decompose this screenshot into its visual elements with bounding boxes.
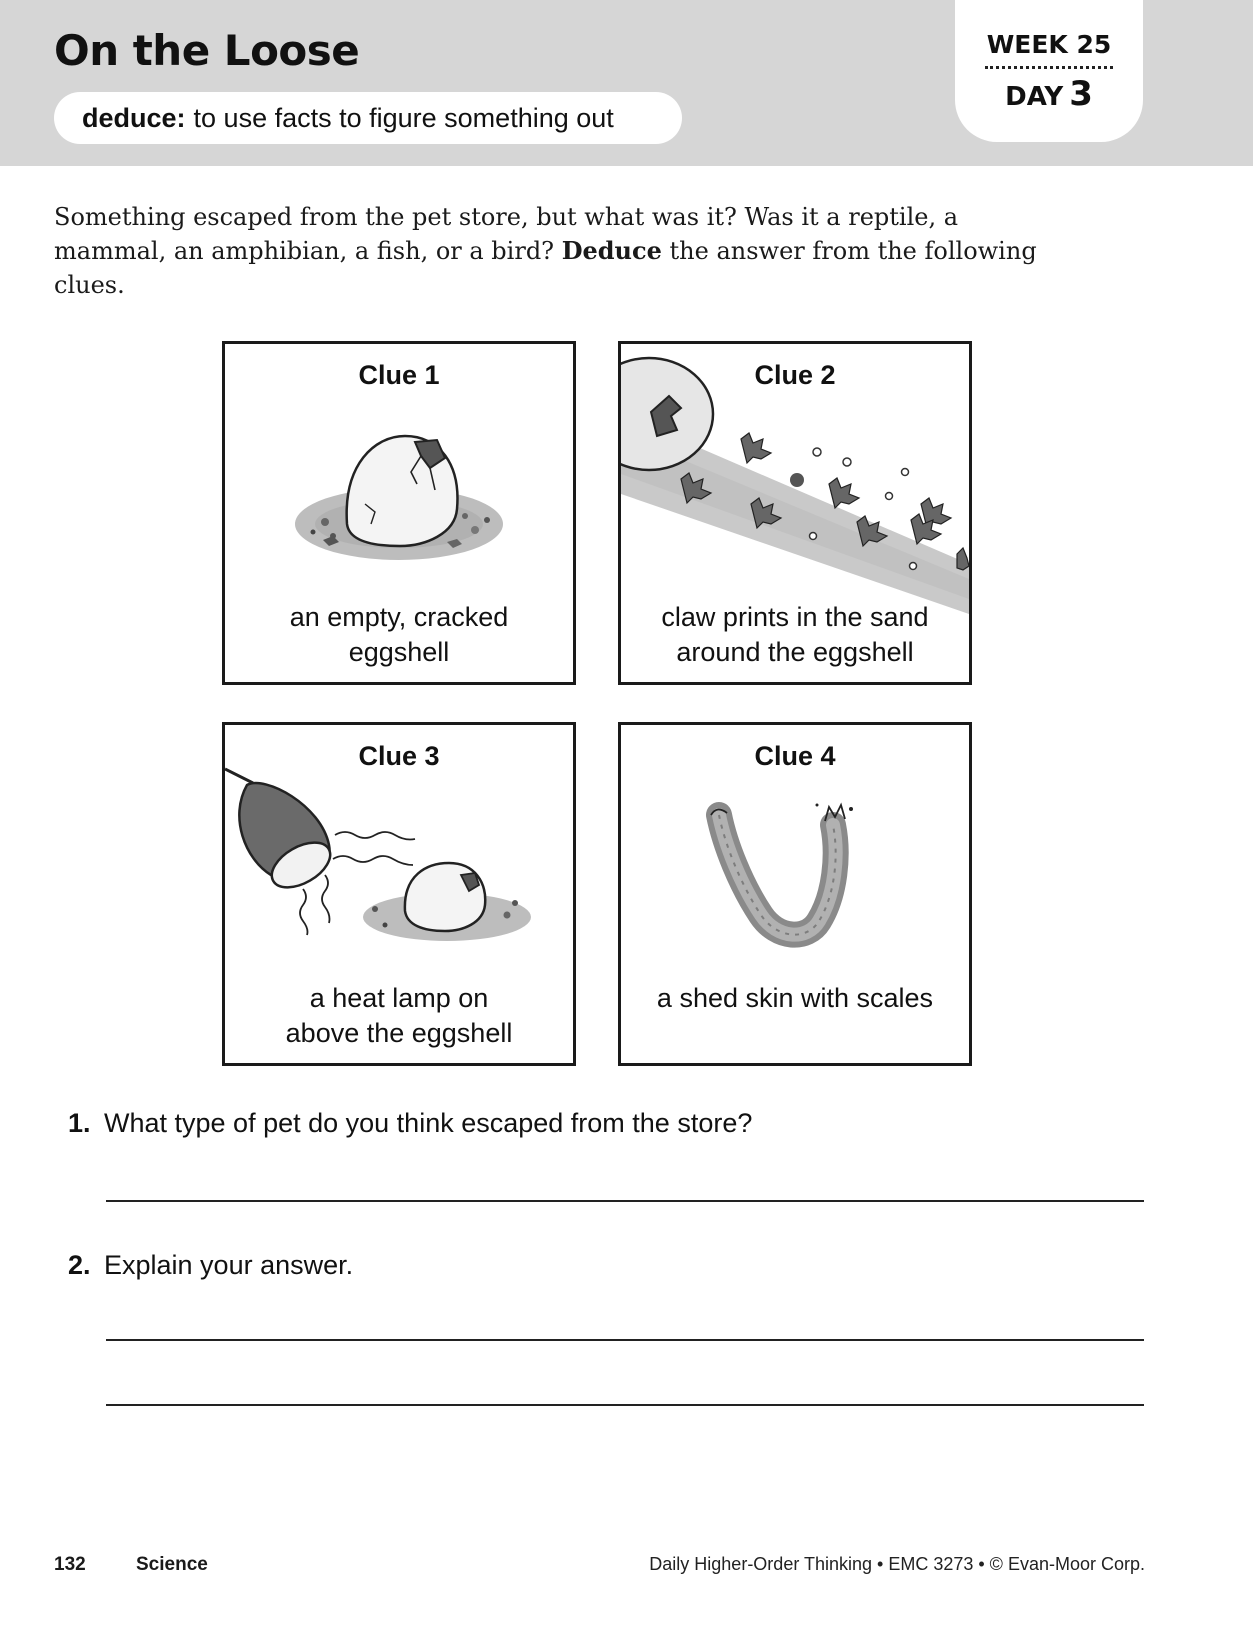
clue-caption xyxy=(631,981,959,1016)
question-1 xyxy=(68,1108,752,1139)
clue-caption-line: an empty, cracked xyxy=(289,602,509,632)
clue-title: Clue 3 xyxy=(358,741,440,771)
clue-card-2 xyxy=(618,341,972,685)
day-text: DAY xyxy=(1005,82,1064,112)
question-number: 2. xyxy=(68,1250,91,1280)
clue-caption xyxy=(235,981,563,1051)
week-label: WEEK 25 xyxy=(986,30,1112,59)
page-title: On the Loose xyxy=(54,26,360,75)
intro-bold: Deduce xyxy=(561,236,662,265)
vocabulary-definition xyxy=(54,92,682,144)
intro-text-2: the answer from the following clues. xyxy=(54,237,1037,299)
question-number: 1. xyxy=(68,1108,91,1138)
question-text: What type of pet do you think escaped from the store? xyxy=(104,1108,753,1138)
clue-title: Clue 2 xyxy=(754,360,836,390)
page-number: 132 xyxy=(54,1554,86,1575)
clue-title: Clue 4 xyxy=(754,741,836,771)
answer-line-2[interactable] xyxy=(106,1339,1144,1341)
clue-card-4 xyxy=(618,722,972,1066)
dotted-divider xyxy=(985,66,1113,69)
clue-card-3 xyxy=(222,722,576,1066)
intro-text-1: Something escaped from the pet store, but what was it? Was it a reptile, a mammal, an amphibian, a fish, or a bird? xyxy=(54,203,959,265)
clue-caption xyxy=(235,600,563,670)
day-label xyxy=(955,74,1143,114)
day-number: 3 xyxy=(1069,74,1093,114)
clue-card-1 xyxy=(222,341,576,685)
clue-caption-line: eggshell xyxy=(348,637,450,667)
question-text: Explain your answer. xyxy=(104,1250,354,1280)
week-day-tab xyxy=(955,0,1143,142)
clue-caption-line: above the eggshell xyxy=(285,1018,513,1048)
clue-caption-line: claw prints in the sand xyxy=(661,602,929,632)
answer-line-1[interactable] xyxy=(106,1200,1144,1202)
vocab-term: deduce: xyxy=(82,102,186,133)
question-2 xyxy=(68,1250,353,1281)
clue-caption-line: a heat lamp on xyxy=(309,983,489,1013)
vocab-definition: to use facts to figure something out xyxy=(193,102,614,133)
clue-title: Clue 1 xyxy=(358,360,440,390)
publisher-credit: Daily Higher-Order Thinking • EMC 3273 • © Evan-Moor Corp. xyxy=(649,1554,1145,1574)
clue-caption-line: around the eggshell xyxy=(676,637,914,667)
intro-paragraph xyxy=(54,200,1054,302)
subject-label: Science xyxy=(136,1554,208,1575)
answer-line-3[interactable] xyxy=(106,1404,1144,1406)
clue-caption xyxy=(631,600,959,670)
clue-caption-line: a shed skin with scales xyxy=(656,983,934,1013)
